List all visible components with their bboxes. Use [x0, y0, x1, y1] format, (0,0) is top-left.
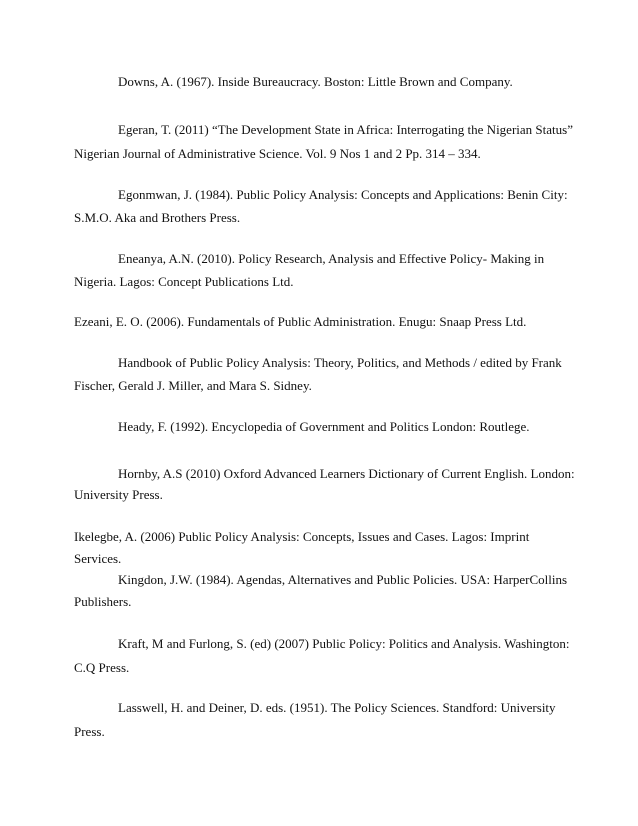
- reference-line: Publishers.: [74, 594, 132, 609]
- reference-line: Ezeani, E. O. (2006). Fundamentals of Public Administration. Enugu: Snaap Press Ltd.: [74, 314, 527, 329]
- reference-line: Fischer, Gerald J. Miller, and Mara S. Sidney.: [74, 378, 312, 393]
- reference-line: Handbook of Public Policy Analysis: Theory, Politics, and Methods / edited by Frank: [118, 355, 562, 370]
- reference-line: Hornby, A.S (2010) Oxford Advanced Learners Dictionary of Current English. London:: [118, 466, 575, 481]
- reference-line: S.M.O. Aka and Brothers Press.: [74, 210, 241, 225]
- reference-line: Services.: [74, 551, 122, 566]
- reference-line: Kraft, M and Furlong, S. (ed) (2007) Public Policy: Politics and Analysis. Washington:: [118, 636, 570, 651]
- reference-line: Eneanya, A.N. (2010). Policy Research, Analysis and Effective Policy- Making in: [118, 251, 545, 266]
- reference-line: Ikelegbe, A. (2006) Public Policy Analysis: Concepts, Issues and Cases. Lagos: Imprint: [74, 529, 530, 544]
- reference-line: Press.: [74, 724, 105, 739]
- reference-line: Downs, A. (1967). Inside Bureaucracy. Boston: Little Brown and Company.: [118, 74, 513, 89]
- reference-line: Nigeria. Lagos: Concept Publications Ltd.: [74, 274, 294, 289]
- reference-line: Kingdon, J.W. (1984). Agendas, Alternatives and Public Policies. USA: HarperCollins: [118, 572, 568, 587]
- reference-line: Egeran, T. (2011) “The Development State in Africa: Interrogating the Nigerian Status”: [118, 122, 573, 137]
- reference-line: Lasswell, H. and Deiner, D. eds. (1951). The Policy Sciences. Standford: University: [118, 700, 556, 715]
- reference-line: Egonmwan, J. (1984). Public Policy Analysis: Concepts and Applications: Benin City:: [118, 187, 568, 202]
- reference-line: University Press.: [74, 487, 163, 502]
- reference-line: C.Q Press.: [74, 660, 130, 675]
- reference-line: Nigerian Journal of Administrative Science. Vol. 9 Nos 1 and 2 Pp. 314 – 334.: [74, 146, 481, 161]
- reference-line: Heady, F. (1992). Encyclopedia of Government and Politics London: Routlege.: [118, 419, 530, 434]
